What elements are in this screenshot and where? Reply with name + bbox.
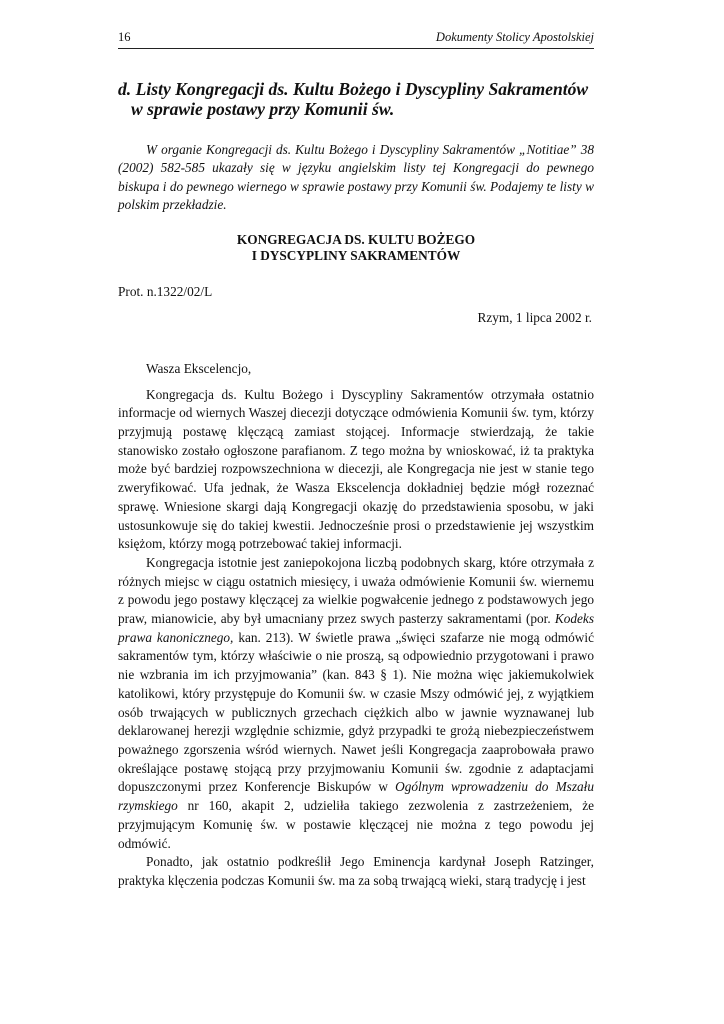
congregation-heading-line2: I DYSCYPLINY SAKRAMENTÓW [251, 247, 461, 263]
letter-body [118, 386, 594, 891]
page-number: 16 [118, 30, 131, 44]
body-paragraph-3: Ponadto, jak ostatnio podkreślił Jego Eminencja kardynał Joseph Ratzinger, praktyka klęczenia podczas Komunii św. ma za sobą trwającą wieki, starą tradycję i jest [118, 854, 594, 888]
intro-paragraph: W organie Kongregacji ds. Kultu Bożego i Dyscypliny Sakramentów „Notitiae” 38 (2002) 582-585 ukazały się w języku angielskim listy tej Kongregacji do pewnego biskupa i do pewnego wiernego w sprawie postawy przy Komunii św. Podajemy te listy w polskim przekładzie. [118, 142, 594, 213]
p2-citation-code: Kodeks prawa kanonicznego, [118, 611, 594, 645]
body-paragraph-2 [118, 554, 594, 853]
body-paragraph-1: Kongregacja ds. Kultu Bożego i Dyscypliny Sakramentów otrzymała ostatnio informacje od wiernych Waszej diecezji dotyczące odmówienia Komunii św. tym, którzy przyjmują postawę klęczącą zamiast stojącej. Informacje stwierdzają, że takie stanowisko zostało ogłoszone parafianom. Z tego można by wnioskować, iż ta praktyka może być bardziej rozpowszechniona w diecezji, ale Kongregacja nie jest w stanie tego zweryfikować. Ufa jednak, że Wasza Ekscelencja dokładniej będzie mógł rozeznać sprawę. Wniesione skargi dają Kongregacji okazję do przedstawienia sposobu, w jaki ustosunkowuje się do takiej kwestii. Jednocześnie prosi o przedstawienie jej wszystkim księżom, którzy mogą potrzebować takiej informacji. [118, 386, 594, 552]
section-title-line1: d. Listy Kongregacji ds. Kultu Bożego i Dyscypliny Sakramentów [118, 79, 589, 99]
document-page [118, 30, 594, 891]
protocol-number: Prot. n.1322/02/L [118, 283, 213, 299]
congregation-heading [118, 232, 594, 264]
section-title [118, 79, 594, 119]
p2-text-b: kan. 213). W świetle prawa „święci szafarze nie mogą odmówić sakramentów tym, którzy właściwie o nie proszą, są odpowiednio przygotowani i prawo nie wzbrania im ich przyjmowania” (kan. 843 § 1). Nie można więc jakiemukolwiek katolikowi, który przystępuje do Komunii św. w czasie Mszy odmówić jej, z wyjątkiem osób trwających w publicznych grzechach ciężkich albo w jawnie wyznawanej lub deklarowanej herezji względnie schizmie, gdyż przypadki te grożą niebezpieczeństwem poważnego zgorszenia wśród wiernych. Nawet jeśli Kongregacja zaaprobowała prawo określające postawę stojącą przy przyjmowaniu Komunii św. zgodnie z adaptacjami dopuszczonymi przez Konferencje Biskupów w [118, 629, 594, 795]
p2-citation-missal: Ogólnym wprowadzeniu do Mszału rzymskiego [118, 779, 594, 814]
salutation: Wasza Ekscelencjo, [146, 360, 252, 376]
page-header [118, 30, 594, 49]
p2-text-a: Kongregacja istotnie jest zaniepokojona liczbą podobnych skarg, które otrzymała z różnych miejsc w ciągu ostatnich miesięcy, i uważa odmówienie Komunii św. wiernemu z powodu jego postawy klęczącej za wielkie pogwałcenie jednego z podstawowych jego praw, mianowicie, aby był umacniany przez swych pasterzy sakramentami (por. [118, 554, 594, 627]
running-title: Dokumenty Stolicy Apostolskiej [435, 30, 594, 44]
congregation-heading-line1: KONGREGACJA DS. KULTU BOŻEGO [236, 231, 476, 247]
section-title-line2: w sprawie postawy przy Komunii św. [131, 99, 395, 119]
letter-date: Rzym, 1 lipca 2002 r. [477, 309, 592, 325]
p2-text-c: nr 160, akapit 2, udzieliła takiego zezwolenia z zastrzeżeniem, że przyjmującym Komunię św. w postawie klęczącej nie można z tego powodu jej odmówić. [118, 798, 594, 851]
